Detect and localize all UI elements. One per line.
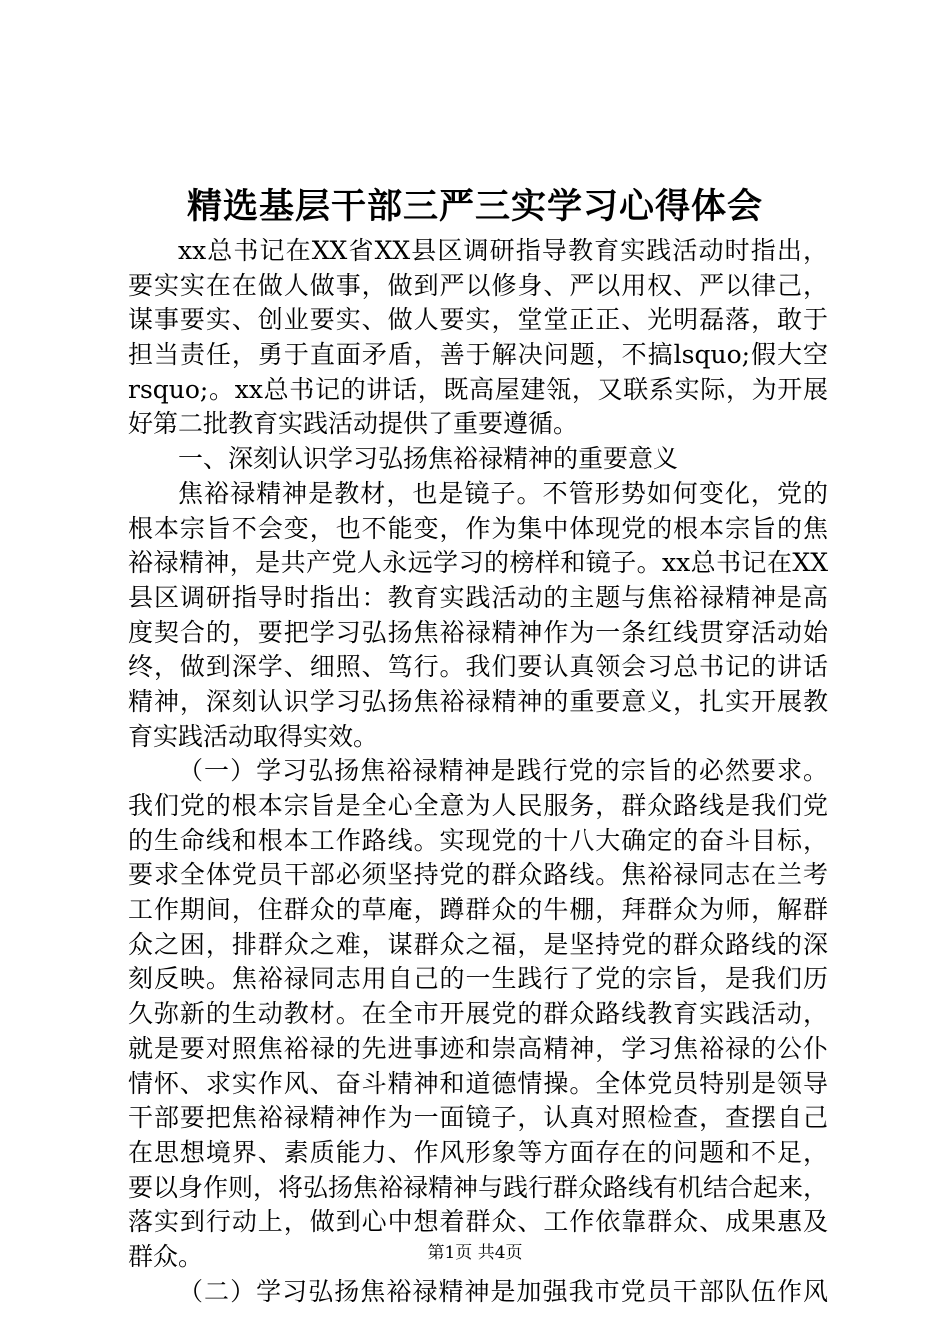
text-line: 我们党的根本宗旨是全心全意为人民服务，群众路线是我们党 bbox=[128, 791, 828, 820]
text-line: 就是要对照焦裕禄的先进事迹和崇高精神，学习焦裕禄的公仆 bbox=[128, 1033, 828, 1063]
page-number: 第1页 共4页 bbox=[427, 1243, 523, 1263]
text-line: 裕禄精神，是共产党人永远学习的榜样和镜子。xx总书记在XX bbox=[128, 548, 828, 578]
text-line: 久弥新的生动教材。在全市开展党的群众路线教育实践活动， bbox=[128, 999, 828, 1029]
text-line: 谋事要实、创业要实、做人要实，堂堂正正、光明磊落，敢于 bbox=[128, 305, 828, 335]
text-line: 刻反映。焦裕禄同志用自己的一生践行了党的宗旨，是我们历 bbox=[128, 964, 828, 994]
text-line: 精神，深刻认识学习弘扬焦裕禄精神的重要意义，扎实开展教 bbox=[128, 686, 828, 716]
text-line: 焦裕禄精神是教材，也是镜子。不管形势如何变化，党的 bbox=[178, 478, 828, 508]
text-line: 度契合的，要把学习弘扬焦裕禄精神作为一条红线贯穿活动始 bbox=[128, 617, 828, 647]
document-title: 精选基层干部三严三实学习心得体会 bbox=[186, 186, 763, 227]
text-line: 要求全体党员干部必须坚持党的群众路线。焦裕禄同志在兰考 bbox=[128, 860, 828, 890]
subsection-heading: （一）学习弘扬焦裕禄精神是践行党的宗旨的必然要求。 bbox=[178, 756, 828, 786]
text-line: 县区调研指导时指出：教育实践活动的主题与焦裕禄精神是高 bbox=[128, 582, 828, 612]
text-line: 终，做到深学、细照、笃行。我们要认真领会习总书记的讲话 bbox=[128, 652, 828, 682]
text-line: 根本宗旨不会变，也不能变，作为集中体现党的根本宗旨的焦 bbox=[128, 513, 828, 543]
text-line: rsquo;。xx总书记的讲话，既高屋建瓴，又联系实际，为开展 bbox=[128, 374, 828, 404]
text-line: 落实到行动上，做到心中想着群众、工作依靠群众、成果惠及 bbox=[128, 1207, 828, 1237]
text-line: 要实实在在做人做事，做到严以修身、严以用权、严以律己， bbox=[128, 270, 828, 300]
section-heading: 一、深刻认识学习弘扬焦裕禄精神的重要意义 bbox=[178, 444, 679, 474]
text-line: 工作期间，住群众的草庵，蹲群众的牛棚，拜群众为师，解群 bbox=[128, 895, 828, 925]
text-line: 育实践活动取得实效。 bbox=[128, 721, 379, 751]
text-line: 在思想境界、素质能力、作风形象等方面存在的问题和不足， bbox=[128, 1137, 828, 1167]
text-line: xx总书记在XX省XX县区调研指导教育实践活动时指出， bbox=[178, 236, 828, 265]
text-line: 情怀、求实作风、奋斗精神和道德情操。全体党员特别是领导 bbox=[128, 1068, 828, 1098]
text-line: 的生命线和根本工作路线。实现党的十八大确定的奋斗目标， bbox=[128, 825, 828, 855]
document-body bbox=[128, 234, 828, 1309]
subsection-heading: （二）学习弘扬焦裕禄精神是加强我市党员干部队伍作风 bbox=[178, 1276, 828, 1306]
text-line: 担当责任，勇于直面矛盾，善于解决问题，不搞lsquo;假大空 bbox=[128, 340, 828, 370]
text-line: 要以身作则，将弘扬焦裕禄精神与践行群众路线有机结合起来， bbox=[128, 1172, 829, 1202]
text-line: 好第二批教育实践活动提供了重要遵循。 bbox=[128, 409, 579, 439]
text-line: 群众。 bbox=[128, 1241, 204, 1271]
text-line: 众之困，排群众之难，谋群众之福，是坚持党的群众路线的深 bbox=[128, 929, 828, 959]
text-line: 干部要把焦裕禄精神作为一面镜子，认真对照检查，查摆自己 bbox=[128, 1103, 828, 1133]
